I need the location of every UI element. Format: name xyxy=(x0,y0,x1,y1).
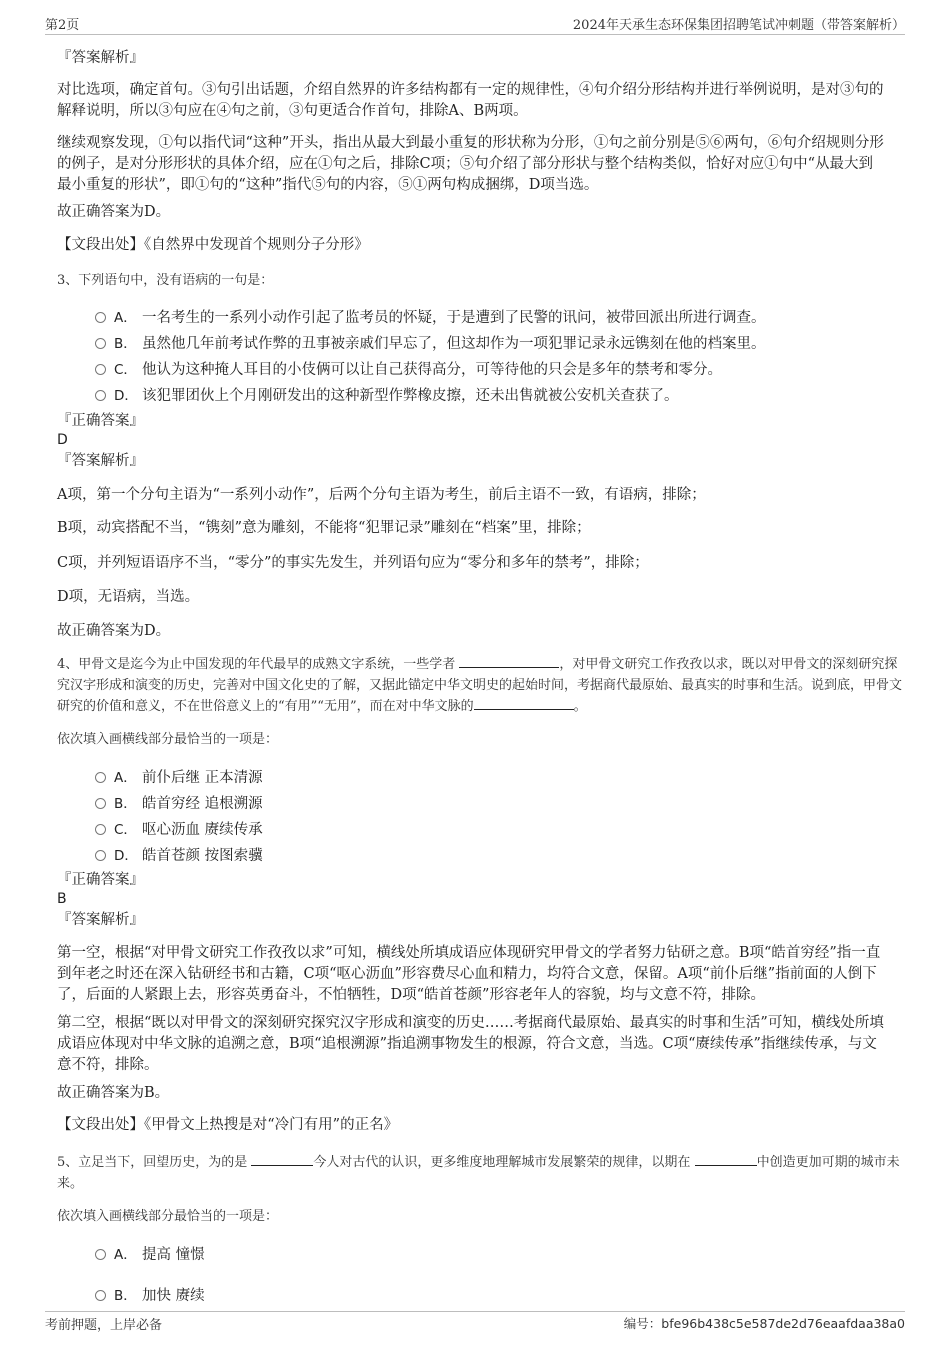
radio-icon[interactable] xyxy=(95,850,106,861)
q4-option-d[interactable]: D． 皓首苍颜 按图索骥 xyxy=(95,844,263,865)
q4-stem: 4、甲骨文是迄今为止中国发现的年代最早的成熟文字系统，一些学者 ，对甲骨文研究工作孜孜以求，既以对甲骨文的深刻研究探究汉字形成和演变的历史，完善对中国文化史的了解，又据此锚定中华文明史的起始时间，考据商代最原始、最真实的时事和生活。说到底，甲骨文研究的价值和意义，不在世俗意义上的“有用”“无用”，而在对中华文脉的 。 xyxy=(57,654,902,717)
blank-line xyxy=(251,1152,313,1166)
radio-icon[interactable] xyxy=(95,1249,106,1260)
q5-option-a[interactable]: A． 提高 憧憬 xyxy=(95,1243,205,1264)
q3-analysis-label: 『答案解析』 xyxy=(57,453,144,469)
radio-icon[interactable] xyxy=(95,312,106,323)
q4-option-b[interactable]: B． 皓首穷经 追根溯源 xyxy=(95,792,263,813)
q4-conclusion: 故正确答案为B。 xyxy=(57,1085,170,1101)
q4-correct-answer: B xyxy=(57,891,67,907)
blank-line xyxy=(695,1152,757,1166)
q5-stem: 5、立足当下，回望历史，为的是 今人对古代的认识，更多维度地理解城市发展繁荣的规律，以期在 中创造更加可期的城市未来。 xyxy=(57,1152,902,1194)
radio-icon[interactable] xyxy=(95,364,106,375)
q2-conclusion: 故正确答案为D。 xyxy=(57,204,171,220)
q5-option-b[interactable]: B． 加快 赓续 xyxy=(95,1284,205,1305)
q4-analysis-label: 『答案解析』 xyxy=(57,912,144,928)
blank-line xyxy=(459,654,559,668)
q2-analysis-para1: 对比选项，确定首句。③句引出话题，介绍自然界的许多结构都有一定的规律性，④句介绍分形结构并进行举例说明，是对③句的解释说明，所以③句应在④句之前，③句更适合作首句，排除A、B两项。 xyxy=(57,82,884,119)
footer-slogan: 考前押题，上岸必备 xyxy=(45,1318,163,1333)
document-title: 2024年天承生态环保集团招聘笔试冲刺题（带答案解析） xyxy=(572,18,905,33)
radio-icon[interactable] xyxy=(95,338,106,349)
q3-correct-answer: D xyxy=(57,432,68,448)
q4-prompt: 依次填入画横线部分最恰当的一项是： xyxy=(57,732,279,747)
q2-analysis-label: 『答案解析』 xyxy=(57,50,144,66)
q3-correct-label: 『正确答案』 xyxy=(57,413,144,429)
q3-option-d[interactable]: D． 该犯罪团伙上个月刚研发出的这种新型作弊橡皮擦，还未出售就被公安机关查获了。 xyxy=(95,384,679,405)
q4-correct-label: 『正确答案』 xyxy=(57,872,144,888)
footer-doc-id: 编号：bfe96b438c5e587de2d76eaafdaa38a0 xyxy=(623,1316,905,1331)
q3-analysis-a: A项，第一个分句主语为“一系列小动作”，后两个分句主语为考生，前后主语不一致，有语病，排除； xyxy=(57,487,706,503)
radio-icon[interactable] xyxy=(95,390,106,401)
q3-option-b[interactable]: B． 虽然他几年前考试作弊的丑事被亲戚们早忘了，但这却作为一项犯罪记录永远镌刻在他的档案里。 xyxy=(95,332,766,353)
q5-prompt: 依次填入画横线部分最恰当的一项是： xyxy=(57,1209,279,1224)
q4-source: 【文段出处】《甲骨文上热搜是对“冷门有用”的正名》 xyxy=(57,1117,399,1133)
q2-source: 【文段出处】《自然界中发现首个规则分子分形》 xyxy=(57,237,369,253)
q4-analysis-para1: 第一空，根据“对甲骨文研究工作孜孜以求”可知，横线处所填成语应体现研究甲骨文的学者努力钻研之意。B项“皓首穷经”指一直到年老之时还在深入钻研经书和古籍，C项“呕心沥血”形容费尽心血和精力，均符合文意，保留。A项“前仆后继”指前面的人倒下了，后面的人紧跟上去，形容英勇奋斗，不怕牺牲，D项“皓首苍颜”形容老年人的容貌，均与文意不符，排除。 xyxy=(57,945,881,1003)
q3-analysis-d: D项，无语病，当选。 xyxy=(57,589,200,605)
q3-stem: 3、下列语句中，没有语病的一句是： xyxy=(57,273,274,288)
radio-icon[interactable] xyxy=(95,772,106,783)
radio-icon[interactable] xyxy=(95,1290,106,1301)
blank-line xyxy=(474,696,574,710)
page-number: 第2页 xyxy=(45,18,80,33)
header-divider xyxy=(45,34,905,35)
footer-divider xyxy=(45,1311,905,1312)
q3-analysis-b: B项，动宾搭配不当，“镌刻”意为雕刻，不能将“犯罪记录”雕刻在“档案”里，排除； xyxy=(57,520,591,536)
q4-option-a[interactable]: A． 前仆后继 正本清源 xyxy=(95,766,263,787)
q4-analysis-para2: 第二空，根据“既以对甲骨文的深刻研究探究汉字形成和演变的历史……考据商代最原始、最真实的时事和生活”可知，横线处所填成语应体现对中华文脉的追溯之意，B项“追根溯源”指追溯事物发生的根源，符合文意，当选。C项“赓续传承”指继续传承，与文意不符，排除。 xyxy=(57,1015,884,1073)
radio-icon[interactable] xyxy=(95,798,106,809)
q3-analysis-c: C项，并列短语语序不当，“零分”的事实先发生，并列语句应为“零分和多年的禁考”，排除； xyxy=(57,555,649,571)
q3-option-a[interactable]: A． 一名考生的一系列小动作引起了监考员的怀疑，于是遭到了民警的讯问，被带回派出所进行调查。 xyxy=(95,306,766,327)
q3-option-c[interactable]: C． 他认为这种掩人耳目的小伎俩可以让自己获得高分，可等待他的只会是多年的禁考和零分。 xyxy=(95,358,722,379)
q4-option-c[interactable]: C． 呕心沥血 赓续传承 xyxy=(95,818,263,839)
radio-icon[interactable] xyxy=(95,824,106,835)
q2-analysis-para2: 继续观察发现，①句以指代词“这种”开头，指出从最大到最小重复的形状称为分形，①句之前分别是⑤⑥两句，⑥句介绍规则分形的例子，是对分形形状的具体介绍，应在①句之后，排除C项；⑤句介绍了部分形状与整个结构类似，恰好对应①句中“从最大到最小重复的形状”，即①句的“这种”指代⑤句的内容，⑤①两句构成捆绑，D项当选。 xyxy=(57,135,884,193)
q3-conclusion: 故正确答案为D。 xyxy=(57,623,171,639)
